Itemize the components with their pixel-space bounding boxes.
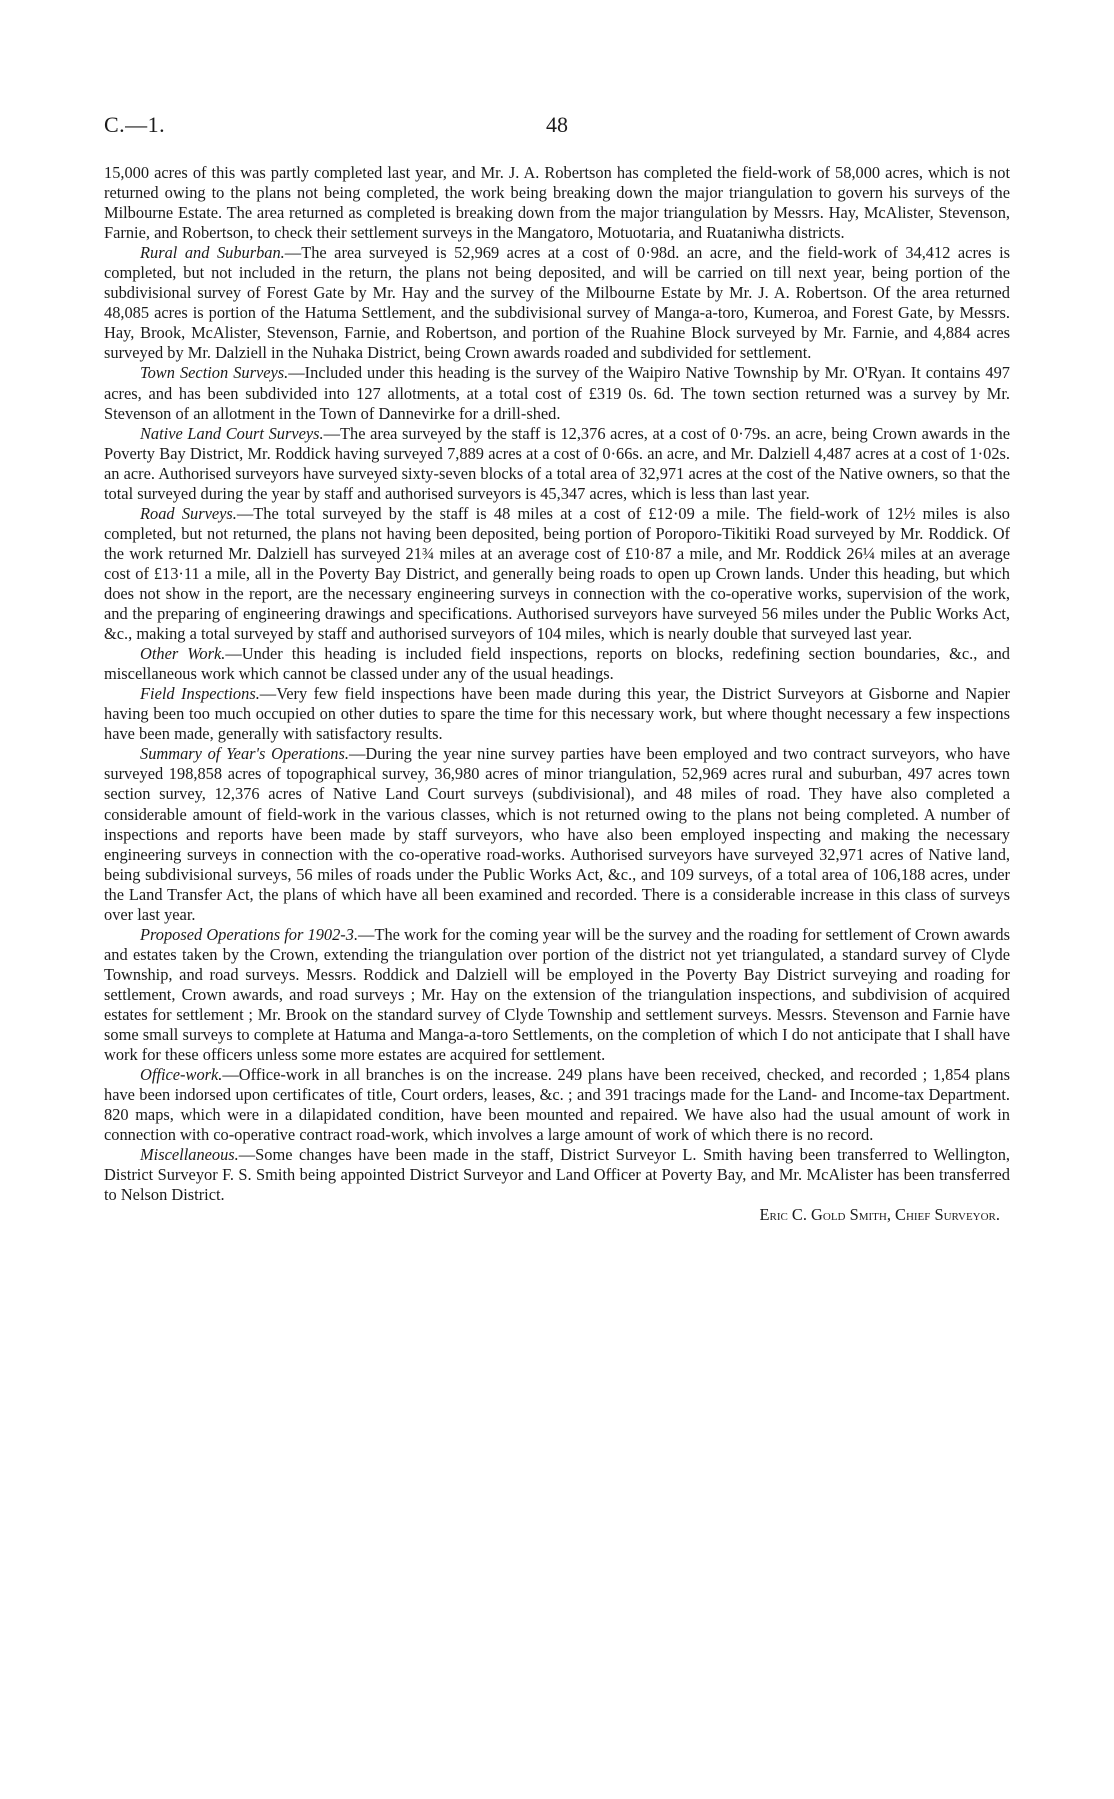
paragraph — [104, 163, 1010, 243]
paragraph-heading: Miscellaneous. — [140, 1145, 239, 1165]
paragraph-text: —Some changes have been made in the staff, District Surveyor L. Smith having been transferred to Wellington, District Surveyor F. S. Smith being appointed District Surveyor and Land Officer at Poverty Bay, and Mr. McAlister has been transferred to Nelson District. — [104, 1145, 1010, 1205]
paragraph-text: —Office-work in all branches is on the increase. 249 plans have been received, checked, and recorded ; 1,854 plans have been indorsed upon certificates of title, Court orders, leases, &c. ; and 391 tracings made for the Land- and Income-tax Department. 820 maps, which were in a dilapidated condition, have been mounted and repaired. We have also had the usual amount of work in connection with co-operative contract road-work, which involves a large amount of work of which there is no record. — [104, 1065, 1010, 1145]
paragraph-text: —Under this heading is included field inspections, reports on blocks, redefining section boundaries, &c., and miscellaneous work which cannot be classed under any of the usual headings. — [104, 644, 1010, 684]
paragraph-heading: Town Section Surveys. — [140, 363, 289, 383]
paragraph — [104, 684, 1010, 744]
paragraph-text: —Very few field inspections have been made during this year, the District Surveyors at Gisborne and Napier having been too much occupied on other duties to spare the time for this necessary work, but where thought necessary a few inspections have been made, generally with satisfactory results. — [104, 684, 1010, 744]
paragraph-text: 15,000 acres of this was partly completed last year, and Mr. J. A. Robertson has completed the field-work of 58,000 acres, which is not returned owing to the plans not being completed, the work being breaking down the major triangulation to govern his surveys of the Milbourne Estate. The area returned as completed is breaking down from the major triangulation by Messrs. Hay, McAlister, Stevenson, Farnie, and Robertson, to check their settlement surveys in the Mangatoro, Motuotaria, and Ruataniwha districts. — [104, 163, 1010, 243]
paragraph — [104, 925, 1010, 1065]
paragraph-text: —The total surveyed by the staff is 48 miles at a cost of £12·09 a mile. The field-work of 12½ miles is also completed, but not returned, the plans not having been deposited, being portion of Poroporo-Tikitiki Road surveyed by Mr. Roddick. Of the work returned Mr. Dalziell has surveyed 21¾ miles at an average cost of £10·87 a mile, and Mr. Roddick 26¼ miles at an average cost of £13·11 a mile, all in the Poverty Bay District, and generally being roads to open up Crown lands. Under this heading, but which does not show in the report, are the necessary engineering surveys in connection with the co-operative works, supervision of the work, and the preparing of engineering drawings and specifications. Authorised surveyors have surveyed 56 miles under the Public Works Act, &c., making a total surveyed by staff and authorised surveyors of 104 miles, which is nearly double that surveyed last year. — [104, 503, 1010, 644]
paragraph — [104, 644, 1010, 684]
paragraph-text: —The area surveyed by the staff is 12,376 acres, at a cost of 0·79s. an acre, being Crown awards in the Poverty Bay District, Mr. Roddick having surveyed 7,889 acres at a cost of 0·66s. an acre, and Mr. Dalziell 4,487 acres at a cost of 1·02s. an acre. Authorised surveyors have surveyed sixty-seven blocks of a total area of 32,971 acres at the cost of the Native owners, so that the total surveyed during the year by staff and authorised surveyors is 45,347 acres, which is less than last year. — [104, 423, 1010, 503]
paragraph — [104, 504, 1010, 644]
page-header — [104, 112, 1010, 146]
signature — [104, 1205, 1010, 1225]
paragraph-text: —The work for the coming year will be the survey and the roading for settlement of Crown awards and estates taken by the Crown, extending the triangulation over portion of the district not yet triangulated, a standard survey of Clyde Township, and road surveys. Messrs. Roddick and Dalziell will be employed in the Poverty Bay District surveying and roading for settlement, Crown awards, and road surveys ; Mr. Hay on the extension of the triangulation inspections, and subdivision of acquired estates for settlement ; Mr. Brook on the standard survey of Clyde Township and settlement surveys. Messrs. Stevenson and Farnie have some small surveys to complete at Hatuma and Manga-a-toro Settlements, on the completion of which I do not anticipate that I shall have work for these officers unless some more estates are acquired for settlement. — [104, 924, 1010, 1065]
paragraph-heading: Native Land Court Surveys. — [140, 423, 324, 443]
paragraph — [104, 1145, 1010, 1205]
paragraph — [104, 1065, 1010, 1145]
paragraph-heading: Summary of Year's Operations. — [140, 744, 349, 764]
document-body — [104, 163, 1010, 1225]
paragraph-text: —Included under this heading is the survey of the Waipiro Native Township by Mr. O'Ryan. It contains 497 acres, and has been subdivided into 127 allotments, at a total cost of £319 0s. 6d. The town section returned was a survey by Mr. Stevenson of an allotment in the Town of Dannevirke for a drill-shed. — [104, 363, 1010, 423]
page-number: 48 — [546, 112, 568, 137]
document-code: C.—1. — [104, 112, 166, 137]
paragraph-heading: Other Work. — [140, 644, 226, 664]
paragraph — [104, 424, 1010, 504]
paragraph — [104, 243, 1010, 363]
paragraph — [104, 363, 1010, 423]
signature-text: Eric C. Gold Smith, Chief Surveyor. — [759, 1205, 1000, 1225]
paragraph-heading: Road Surveys. — [140, 503, 237, 523]
paragraph-text: —During the year nine survey parties have been employed and two contract surveyors, who have surveyed 198,858 acres of topographical survey, 36,980 acres of minor triangulation, 52,969 acres rural and suburban, 497 acres town section survey, 12,376 acres of Native Land Court surveys (subdivisional), and 48 miles of road. They have also completed a considerable amount of field-work in the various classes, which is not returned owing to the plans not being completed. A number of inspections and reports have been made by staff surveyors, who have also been employed inspecting and making the necessary engineering surveys in connection with the co-operative road-works. Authorised surveyors have surveyed 32,971 acres of Native land, being subdivisional surveys, 56 miles of roads under the Public Works Act, &c., and 109 surveys, of a total area of 106,188 acres, under the Land Transfer Act, the plans of which have all been examined and recorded. There is a considerable increase in this class of surveys over last year. — [104, 744, 1010, 924]
paragraph — [104, 744, 1010, 924]
paragraph-text: —The area surveyed is 52,969 acres at a cost of 0·98d. an acre, and the field-work of 34,412 acres is completed, but not included in the return, the plans not being deposited, and will be carried on till next year, being portion of the subdivisional survey of Forest Gate by Mr. Hay and the survey of the Milbourne Estate by Mr. J. A. Robertson. Of the area returned 48,085 acres is portion of the Hatuma Settlement, and the subdivisional survey of Manga-a-toro, Kumeroa, and Forest Gate, by Messrs. Hay, Brook, McAlister, Stevenson, Farnie, and Robertson, and portion of the Ruahine Block surveyed by Mr. Farnie, and 4,884 acres surveyed by Mr. Dalziell in the Nuhaka District, being Crown awards roaded and subdivided for settlement. — [104, 243, 1011, 363]
paragraph-heading: Office-work. — [140, 1065, 223, 1085]
paragraph-heading: Proposed Operations for 1902-3. — [140, 924, 359, 944]
paragraph-heading: Rural and Suburban. — [140, 243, 285, 263]
paragraph-heading: Field Inspections. — [140, 684, 260, 704]
